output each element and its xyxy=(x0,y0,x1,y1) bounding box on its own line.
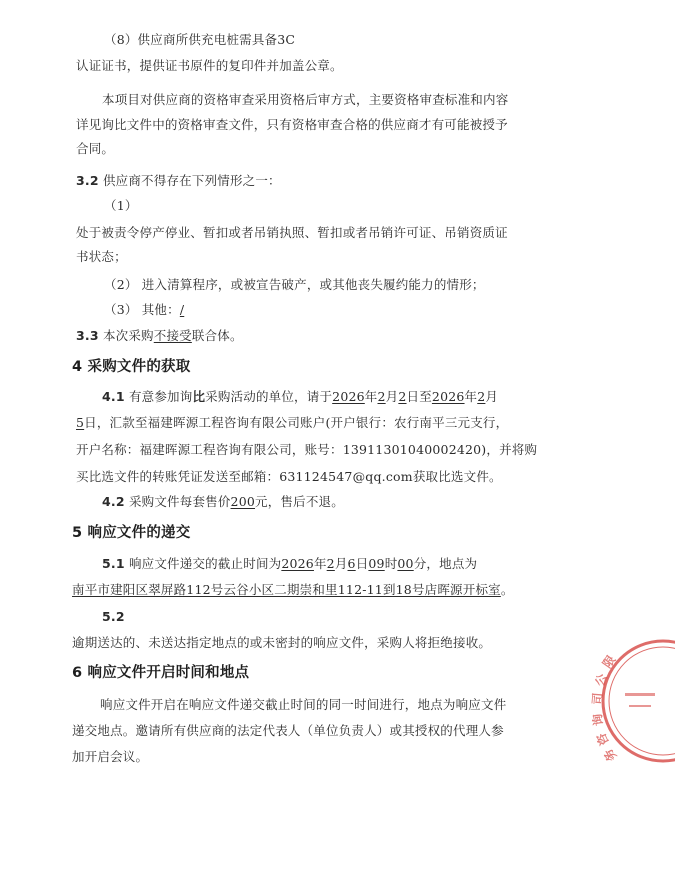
section-5-1-line-2 xyxy=(72,582,514,598)
price-value: 200 xyxy=(230,494,256,509)
submission-address: 南平市建阳区翠屏路112号云谷小区二期崇和里112-11到18号店晖源开标室 xyxy=(72,582,501,597)
section-4-1-line-2 xyxy=(76,415,508,431)
section-6-line-2: 递交地点。邀请所有供应商的法定代表人（单位负责人）或其授权的代理人参 xyxy=(72,723,504,738)
section-3-3-text-a: 本次采购 xyxy=(102,328,154,343)
section-3-2 xyxy=(76,173,281,189)
text-fragment: 响应文件递交的截止时间为 xyxy=(128,556,282,571)
company-seal-stamp xyxy=(590,633,675,769)
item-1-line-2: 书状态； xyxy=(76,249,127,264)
heading-5: 5 响应文件的递交 xyxy=(72,525,191,541)
end-month: 2 xyxy=(477,389,486,404)
text-fragment: 日，汇款至福建晖源工程咨询有限公司账户(开户银行：农行南平三元支行， xyxy=(84,415,509,430)
section-4-2 xyxy=(102,494,344,510)
svg-text:公: 公 xyxy=(592,671,610,689)
section-6-line-3: 加开启会议。 xyxy=(72,749,149,764)
end-year: 2026 xyxy=(431,389,465,404)
item-2: （2） 进入清算程序，或被宣告破产，或其他丧失履约能力的情形； xyxy=(104,277,485,292)
section-5-2-text: 逾期送达的、未送达指定地点的或未密封的响应文件，采购人将拒绝接收。 xyxy=(72,635,492,650)
svg-text:询: 询 xyxy=(590,712,606,727)
text-fragment: 元，售后不退。 xyxy=(255,494,344,509)
section-3-2-text: 供应商不得存在下列情形之一： xyxy=(102,173,281,188)
deadline-hour: 09 xyxy=(368,556,385,571)
text-fragment: 采购活动的单位，请于 xyxy=(205,389,333,404)
section-4-1-line-4: 买比选文件的转账凭证发送至邮箱：631124547@qq.com获取比选文件。 xyxy=(76,469,502,484)
heading-6: 6 响应文件开启时间和地点 xyxy=(72,665,250,681)
item-3 xyxy=(104,302,184,318)
text-fragment: 年 xyxy=(464,389,478,404)
start-year: 2026 xyxy=(332,389,365,404)
text-fragment: 有意参加询 xyxy=(128,389,193,404)
text-fragment: 日 xyxy=(355,556,369,571)
section-5-1-line-1 xyxy=(102,556,477,572)
text-fragment: 采购文件每套售价 xyxy=(128,494,231,509)
text-fragment: 年 xyxy=(313,556,327,571)
section-5-2-number-text: 5.2 xyxy=(102,609,125,624)
section-4-1-number: 4.1 xyxy=(102,389,125,404)
deadline-minute: 00 xyxy=(397,556,414,571)
section-3-3 xyxy=(76,328,243,344)
item-1-label: （1） xyxy=(104,198,138,213)
section-5-1-number: 5.1 xyxy=(102,556,125,571)
end-day: 5 xyxy=(76,415,85,430)
section-3-3-number: 3.3 xyxy=(76,328,99,343)
svg-text:司: 司 xyxy=(590,692,606,706)
section-4-1-line-1 xyxy=(102,389,498,405)
text-fragment: 月 xyxy=(334,556,348,571)
para-8-line-2: 认证证书，提供证书原件的复印件并加盖公章。 xyxy=(76,58,343,73)
deadline-day: 6 xyxy=(347,556,356,571)
text-fragment: 分，地点为 xyxy=(413,556,478,571)
section-4-2-number: 4.2 xyxy=(102,494,125,509)
start-day: 2 xyxy=(398,389,407,404)
text-fragment: 日至 xyxy=(406,389,432,404)
text-fragment: 月 xyxy=(385,389,399,404)
text-fragment: 年 xyxy=(364,389,378,404)
section-4-1-line-3: 开户名称：福建晖源工程咨询有限公司，账号：13911301040002420)，并将购 xyxy=(76,442,538,457)
start-month: 2 xyxy=(377,389,386,404)
section-3-3-text-c: 联合体。 xyxy=(191,328,243,343)
item-3-text: （3） 其他： xyxy=(104,302,180,317)
section-3-2-number: 3.2 xyxy=(76,173,99,188)
text-fragment: 月 xyxy=(485,389,499,404)
item-3-value: / xyxy=(179,302,185,317)
text-fragment: 时 xyxy=(384,556,398,571)
svg-text:限: 限 xyxy=(599,652,619,671)
svg-text:务: 务 xyxy=(600,745,620,765)
qualification-para-line-1: 本项目对供应商的资格审查采用资格后审方式，主要资格审查标准和内容 xyxy=(102,92,509,107)
section-5-2-number xyxy=(102,609,125,625)
section-3-3-value: 不接受 xyxy=(153,328,192,343)
text-fragment: 。 xyxy=(500,582,514,597)
section-6-line-1: 响应文件开启在响应文件递交截止时间的同一时间进行，地点为响应文件 xyxy=(100,697,507,712)
qualification-para-line-3: 合同。 xyxy=(76,141,115,156)
text-fragment-bold: 比 xyxy=(192,389,206,404)
heading-4: 4 采购文件的获取 xyxy=(72,359,191,375)
deadline-year: 2026 xyxy=(281,556,314,571)
qualification-para-line-2: 详见询比文件中的资格审查文件，只有资格审查合格的供应商才有可能被授予 xyxy=(76,117,508,132)
item-1-line-1: 处于被责令停产停业、暂扣或者吊销执照、暂扣或者吊销许可证、吊销资质证 xyxy=(76,225,508,240)
deadline-month: 2 xyxy=(326,556,335,571)
para-8-line-1: （8）供应商所供充电桩需具备3C xyxy=(104,32,296,47)
svg-text:咨: 咨 xyxy=(593,730,612,748)
